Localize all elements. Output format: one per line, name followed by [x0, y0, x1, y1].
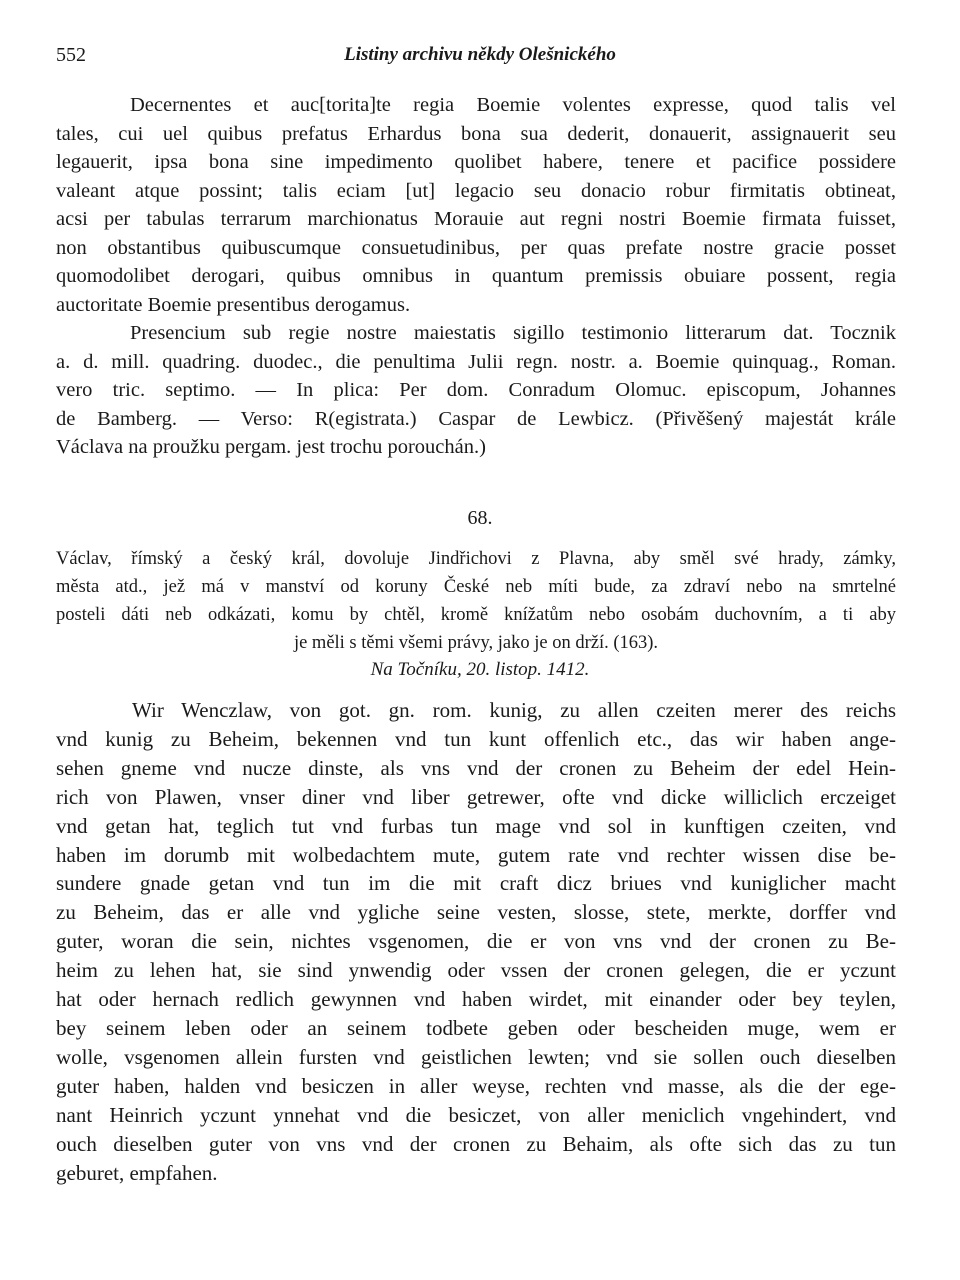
- regest-summary: [56, 545, 896, 657]
- text-line: de Bamberg. — Verso: R(egistrata.) Caspar de Lewbicz. (Přivěšený majestát krále: [56, 407, 896, 430]
- text-line: Decernentes et auc[torita]te regia Boemie volentes expresse, quod talis vel: [130, 94, 896, 116]
- text-line: tales, cui uel quibus prefatus Erhardus bona sua dederit, donauerit, assignauerit seu: [56, 122, 896, 145]
- text-line: acsi per tabulas terrarum marchionatus Morauie aut regni nostri Boemie firmata fuisset,: [56, 208, 896, 230]
- text-line: haben im dorumb mit wolbedachtem mute, gutem rate vnd rechter wissen dise be-: [56, 842, 896, 867]
- text-line: Presencium sub regie nostre maiestatis sigillo testimonio litterarum dat. Tocznik: [130, 322, 896, 344]
- regest-line: je měli s těmi všemi právy, jako je on drží. (163).: [293, 633, 659, 653]
- text-line: ouch dieselben guter von vns vnd der cronen zu Behaim, als ofte sich das zu tun: [56, 1131, 896, 1156]
- running-title: Listiny archivu někdy Olešnického: [344, 44, 616, 65]
- text-line: vnd kunig zu Beheim, bekennen vnd tun kunt offenlich etc., das wir haben ange-: [56, 726, 896, 751]
- text-line: sehen gneme vnd nucze dinste, als vns vnd der cronen zu Beheim der edel Hein-: [56, 755, 896, 780]
- regest-line: města atd., jež má v manství od koruny České neb míti bude, za zdraví nebo na smrtelné: [56, 577, 896, 597]
- text-line: wolle, vsgenomen allein fursten vnd geistlichen lewten; vnd sie sollen ouch dieselben: [56, 1044, 896, 1069]
- regest-line: Václav, římský a český král, dovoluje Jindřichovi z Plavna, aby směl své hrady, zámky,: [56, 549, 896, 569]
- text-line: geburet, empfahen.: [56, 1160, 218, 1185]
- text-line: vero tric. septimo. — In plica: Per dom. Conradum Olomuc. episcopum, Johannes: [56, 379, 896, 401]
- text-line: zu Beheim, das er alle vnd ygliche seine vesten, slosse, stete, merkte, dorffer vnd: [56, 900, 896, 925]
- text-line: guter, woran die sein, nichtes vsgenomen, die er von vns vnd der cronen zu Be-: [56, 929, 896, 954]
- text-line: Wir Wenczlaw, von got. gn. rom. kunig, zu allen czeiten merer des reichs: [132, 698, 896, 722]
- text-line: heim zu lehen hat, sie sind ynwendig oder vssen der cronen gelegen, die er yczunt: [56, 958, 896, 983]
- page-number: 552: [56, 44, 86, 66]
- text-line: bey seinem leben oder an seinem todbete geben oder bescheiden muge, wem er: [56, 1015, 896, 1040]
- text-line: a. d. mill. quadring. duodec., die penultima Julii regn. nostr. a. Boemie quinquag., Roman.: [56, 350, 896, 373]
- text-line: nant Heinrich yczunt ynnehat vnd die besiczet, von aller meniclich vngehindert, vnd: [56, 1102, 896, 1127]
- text-line: guter haben, halden vnd besiczen in aller weyse, rechten vnd masse, als die der ege-: [56, 1073, 896, 1098]
- german-charter-text: [56, 696, 896, 1187]
- text-line: vnd getan hat, teglich tut vnd furbas tun mage vnd sol in kunftigen czeiten, vnd: [56, 813, 896, 838]
- text-line: valeant atque possint; talis eciam [ut] legacio seu donacio robur firmitatis obtineat,: [56, 179, 896, 202]
- text-line: quomodolibet derogari, quibus omnibus in quantum premissis obuiare possent, regia: [56, 265, 896, 287]
- text-line: rich von Plawen, vnser diner vnd liber getrewer, ofte vnd dicke williclich erczeiget: [56, 784, 896, 809]
- text-line: sundere gnade getan vnd tun im die mit craft dicz briues vnd kuniglicher macht: [56, 871, 896, 896]
- text-line: non obstantibus quibuscumque consuetudinibus, per quas prefate nostre gracie posset: [56, 236, 896, 259]
- text-line: Václava na proužku pergam. jest trochu porouchán.): [56, 436, 486, 458]
- document-number: 68.: [467, 507, 493, 529]
- place-date: Na Točníku, 20. listop. 1412.: [370, 659, 590, 680]
- latin-charter-text: [56, 91, 896, 462]
- page-header: [56, 44, 904, 70]
- text-line: auctoritate Boemie presentibus derogamus.: [56, 293, 411, 316]
- regest-line: posteli dáti neb odkázati, komu by chtěl, kromě knížatům nebo osobám duchovním, a ti aby: [56, 605, 896, 625]
- text-line: hat oder hernach redlich gewynnen vnd haben wirdet, mit einander oder bey teylen,: [56, 987, 896, 1012]
- text-line: legauerit, ipsa bona sine impedimento quolibet habere, tenere et pacifice possidere: [56, 151, 896, 173]
